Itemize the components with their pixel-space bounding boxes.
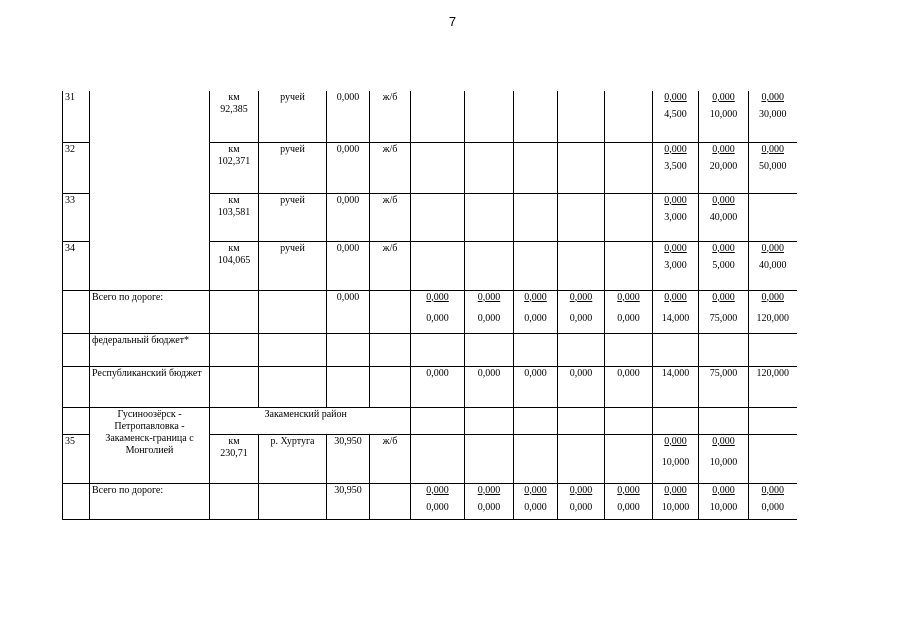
- object-type: ручей: [259, 193, 327, 241]
- page-number: 7: [448, 14, 457, 29]
- total-label: Всего по дороге:: [90, 290, 210, 333]
- federal-budget-label: федеральный бюджет*: [90, 333, 210, 366]
- empty-cell: [653, 333, 699, 366]
- budget-row: [63, 333, 797, 366]
- empty-cell: [514, 333, 558, 366]
- empty-cell: [210, 407, 259, 434]
- total-label: Всего по дороге:: [90, 483, 210, 519]
- value-cell: 0,000 14,000: [653, 290, 699, 333]
- value-cell: 0,000 0,000: [514, 290, 558, 333]
- row-number: 31: [63, 91, 90, 142]
- empty-cell: [605, 407, 653, 434]
- empty-cell: [411, 91, 465, 142]
- value-cell: 0,000 40,000: [749, 241, 797, 290]
- value-cell: 120,000: [749, 366, 797, 407]
- republic-budget-label: Республиканский бюджет: [90, 366, 210, 407]
- value-cell: 0,000: [514, 366, 558, 407]
- empty-cell: [210, 333, 259, 366]
- empty-cell: [210, 290, 259, 333]
- object-type: ручей: [259, 91, 327, 142]
- empty-cell: [259, 333, 327, 366]
- value-cell: 0,000: [605, 366, 653, 407]
- bridges-table: [62, 91, 797, 520]
- value-cell: 0,000 3,000: [653, 241, 699, 290]
- object-type: р. Хуртуга: [259, 434, 327, 483]
- total-row: [63, 483, 797, 519]
- empty-cell: [411, 407, 465, 434]
- value-cell: 0,000 0,000: [465, 290, 514, 333]
- empty-cell: [514, 91, 558, 142]
- row-number: 35: [63, 434, 90, 483]
- empty-cell: [465, 434, 514, 483]
- empty-cell: [411, 434, 465, 483]
- empty-cell: [605, 91, 653, 142]
- value-cell: 0,000 0,000: [411, 290, 465, 333]
- empty-cell: [465, 193, 514, 241]
- material-cell: ж/б: [370, 91, 411, 142]
- row-number: 32: [63, 142, 90, 193]
- value-cell: 0,000 10,000: [699, 483, 749, 519]
- empty-cell: [465, 142, 514, 193]
- length-cell: 0,000: [327, 193, 370, 241]
- value-cell: 0,000 4,500: [653, 91, 699, 142]
- value-cell: 0,000: [558, 366, 605, 407]
- value-cell: 0,000 0,000: [514, 483, 558, 519]
- value-cell: 0,000 75,000: [699, 290, 749, 333]
- empty-cell: [558, 434, 605, 483]
- row-number: 34: [63, 241, 90, 290]
- empty-cell: [327, 333, 370, 366]
- material-cell: ж/б: [370, 193, 411, 241]
- empty-cell: [514, 142, 558, 193]
- value-cell: 0,000 0,000: [465, 483, 514, 519]
- km-cell: км 104,065: [210, 241, 259, 290]
- value-cell: 0,000 10,000: [699, 434, 749, 483]
- empty-cell: [465, 91, 514, 142]
- value-cell: 0,000 10,000: [653, 483, 699, 519]
- length-cell: 0,000: [327, 241, 370, 290]
- empty-cell: [558, 333, 605, 366]
- value-cell: 0,000: [465, 366, 514, 407]
- empty-cell: [465, 241, 514, 290]
- empty-cell: [370, 483, 411, 519]
- empty-cell: [465, 333, 514, 366]
- object-type: ручей: [259, 142, 327, 193]
- length-cell: 0,000: [327, 290, 370, 333]
- material-cell: ж/б: [370, 434, 411, 483]
- value-cell: 0,000 5,000: [699, 241, 749, 290]
- value-cell: 75,000: [699, 366, 749, 407]
- value-cell: 0,000: [411, 366, 465, 407]
- empty-cell: [514, 407, 558, 434]
- value-cell: 0,000 0,000: [605, 290, 653, 333]
- value-cell: 0,000 10,000: [699, 91, 749, 142]
- value-cell: 0,000 0,000: [558, 483, 605, 519]
- empty-cell: [558, 91, 605, 142]
- empty-cell: [465, 407, 514, 434]
- empty-cell: [558, 241, 605, 290]
- value-cell: 0,000 120,000: [749, 290, 797, 333]
- material-cell: ж/б: [370, 241, 411, 290]
- table-row: [63, 91, 797, 142]
- value-cell: 0,000 10,000: [653, 434, 699, 483]
- value-cell: 0,000 3,000: [653, 193, 699, 241]
- row-number: 33: [63, 193, 90, 241]
- value-cell: 14,000: [653, 366, 699, 407]
- empty-cell: [514, 434, 558, 483]
- value-cell: 0,000 0,000: [605, 483, 653, 519]
- empty-cell: [370, 333, 411, 366]
- value-cell: 0,000 0,000: [749, 483, 797, 519]
- empty-cell: [411, 193, 465, 241]
- value-cell: 0,000 20,000: [699, 142, 749, 193]
- value-cell: 0,000 0,000: [558, 290, 605, 333]
- empty-cell: [699, 407, 749, 434]
- empty-cell: [558, 193, 605, 241]
- empty-cell: [63, 407, 90, 434]
- empty-cell: [63, 366, 90, 407]
- empty-cell: [370, 290, 411, 333]
- value-cell: 0,000 3,500: [653, 142, 699, 193]
- empty-cell: [327, 366, 370, 407]
- empty-cell: [514, 241, 558, 290]
- km-cell: км 92,385: [210, 91, 259, 142]
- material-cell: ж/б: [370, 142, 411, 193]
- km-cell: км 230,71: [210, 434, 259, 483]
- km-cell: км 103,581: [210, 193, 259, 241]
- length-cell: 30,950: [327, 434, 370, 483]
- empty-cell: [699, 333, 749, 366]
- empty-cell: [558, 407, 605, 434]
- empty-cell: [63, 483, 90, 519]
- length-cell: 0,000: [327, 142, 370, 193]
- empty-cell: [605, 193, 653, 241]
- empty-cell: [370, 366, 411, 407]
- empty-cell: [259, 366, 327, 407]
- empty-cell: [63, 290, 90, 333]
- road-name-cell: [90, 91, 210, 290]
- empty-cell: [605, 142, 653, 193]
- empty-cell: [411, 241, 465, 290]
- empty-cell: [63, 333, 90, 366]
- budget-row: [63, 366, 797, 407]
- empty-cell: [558, 142, 605, 193]
- empty-cell: [259, 483, 327, 519]
- empty-cell: [749, 333, 797, 366]
- empty-cell: [210, 483, 259, 519]
- road-name: Гусиноозёрск - Петропавловка - Закаменск-граница с Монголией: [90, 407, 210, 483]
- empty-cell: [605, 333, 653, 366]
- empty-cell: [259, 290, 327, 333]
- empty-cell: [749, 407, 797, 434]
- value-cell: 0,000 50,000: [749, 142, 797, 193]
- empty-cell: [605, 241, 653, 290]
- total-row: [63, 290, 797, 333]
- district-name: Закаменский район: [259, 407, 411, 434]
- value-cell: 0,000 40,000: [699, 193, 749, 241]
- km-cell: км 102,371: [210, 142, 259, 193]
- empty-cell: [653, 407, 699, 434]
- empty-cell: [411, 333, 465, 366]
- empty-cell: [749, 193, 797, 241]
- length-cell: 30,950: [327, 483, 370, 519]
- object-type: ручей: [259, 241, 327, 290]
- length-cell: 0,000: [327, 91, 370, 142]
- value-cell: 0,000 30,000: [749, 91, 797, 142]
- value-cell: 0,000 0,000: [411, 483, 465, 519]
- district-row: [63, 407, 797, 434]
- empty-cell: [514, 193, 558, 241]
- empty-cell: [210, 366, 259, 407]
- empty-cell: [749, 434, 797, 483]
- empty-cell: [605, 434, 653, 483]
- empty-cell: [411, 142, 465, 193]
